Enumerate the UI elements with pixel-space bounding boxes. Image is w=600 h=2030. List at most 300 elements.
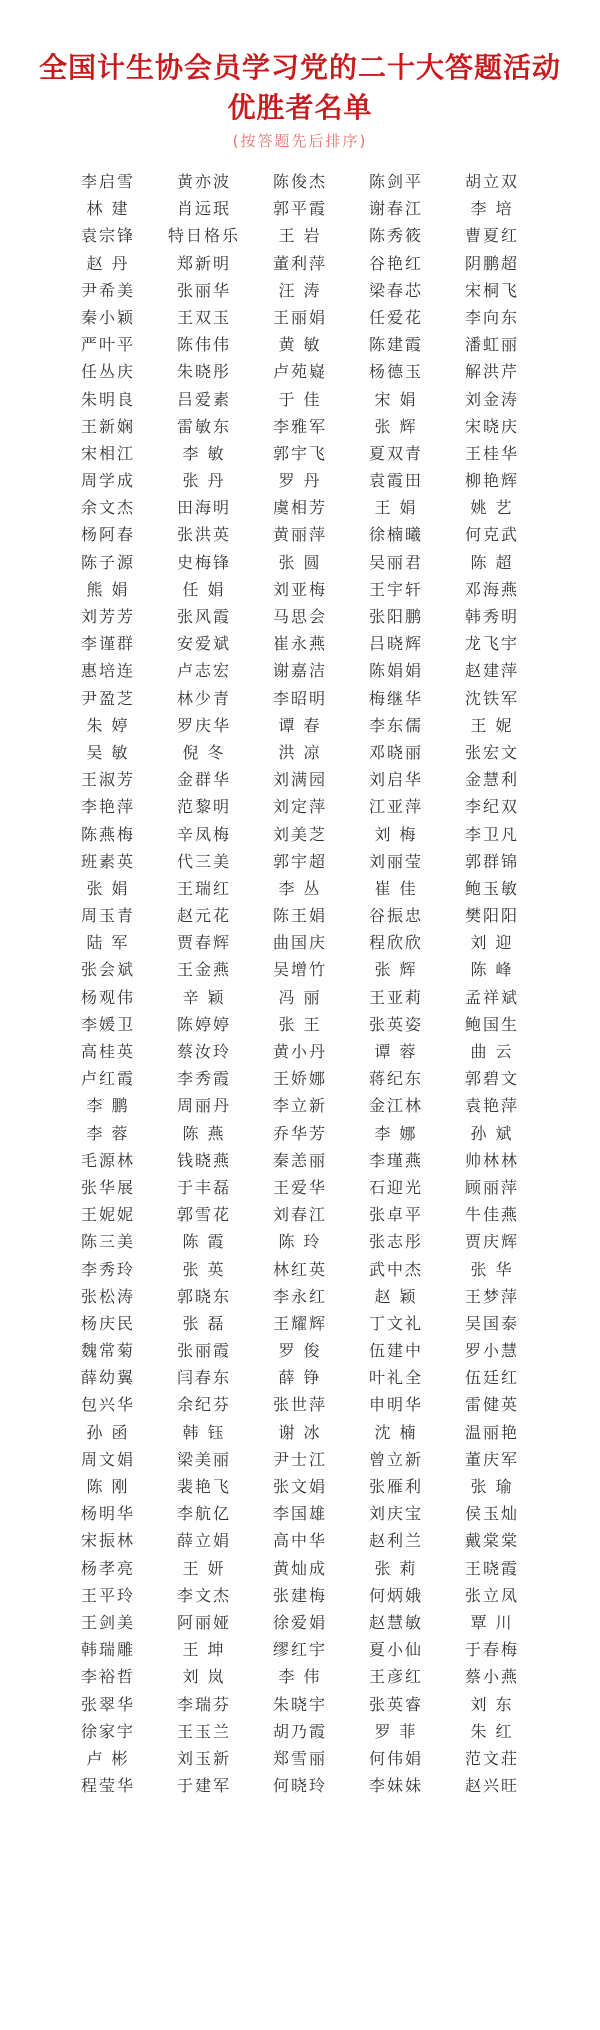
winner-name: 帅林林 bbox=[464, 1150, 519, 1170]
winner-name: 薛幼翼 bbox=[80, 1368, 135, 1388]
winner-name: 李瑾燕 bbox=[368, 1150, 423, 1170]
winner-name: 龙飞宇 bbox=[464, 634, 519, 654]
winner-name: 李向东 bbox=[464, 307, 519, 327]
winner-name: 李瑞芬 bbox=[176, 1694, 231, 1714]
winner-name: 何炳娥 bbox=[368, 1585, 423, 1605]
winner-name: 陈 刚 bbox=[86, 1477, 130, 1496]
winner-name: 杨孝亮 bbox=[80, 1558, 135, 1578]
winner-name: 陈燕梅 bbox=[80, 824, 135, 844]
winner-name: 李启雪 bbox=[80, 172, 135, 191]
winner-name: 牛佳燕 bbox=[464, 1205, 519, 1225]
winner-name: 王爱华 bbox=[272, 1177, 327, 1197]
winner-name: 杨观伟 bbox=[80, 987, 135, 1007]
winner-name: 王 岩 bbox=[278, 226, 322, 246]
winner-name: 董利萍 bbox=[272, 253, 327, 273]
winner-name: 李秀玲 bbox=[80, 1259, 135, 1279]
winner-name: 张风霞 bbox=[176, 607, 231, 626]
winner-name: 袁宗锋 bbox=[80, 226, 135, 246]
winner-name: 卢红霞 bbox=[80, 1069, 135, 1089]
winner-name: 肖远珉 bbox=[176, 199, 231, 219]
winner-name: 刘美芝 bbox=[272, 824, 327, 844]
winner-name: 李雅军 bbox=[272, 416, 327, 436]
winner-name: 史梅锋 bbox=[176, 552, 231, 572]
winner-name: 柳艳辉 bbox=[464, 471, 519, 491]
winner-name: 虞相芳 bbox=[272, 498, 327, 518]
winner-name: 阿丽娅 bbox=[176, 1612, 231, 1632]
winner-name: 高中华 bbox=[272, 1531, 327, 1551]
winner-name: 安爱斌 bbox=[176, 634, 231, 654]
winner-name: 沈 楠 bbox=[374, 1422, 418, 1442]
winner-name: 张英睿 bbox=[368, 1694, 423, 1714]
winner-name: 宋相江 bbox=[80, 443, 135, 463]
winner-name: 卢志宏 bbox=[176, 661, 231, 681]
winner-name: 王 妍 bbox=[182, 1558, 226, 1578]
winner-name: 王梦萍 bbox=[464, 1286, 519, 1306]
winner-name: 陈俊杰 bbox=[272, 172, 327, 191]
winner-name: 谷振忠 bbox=[368, 906, 423, 926]
winner-name: 乔华芳 bbox=[272, 1123, 327, 1143]
winner-name: 申明华 bbox=[368, 1395, 423, 1415]
winner-name: 孟祥斌 bbox=[464, 987, 519, 1007]
winner-name: 李文杰 bbox=[176, 1585, 231, 1605]
winner-name: 梅继华 bbox=[368, 688, 423, 708]
winner-name: 刘金涛 bbox=[464, 389, 519, 409]
winner-name: 李永红 bbox=[272, 1286, 327, 1306]
winner-name: 周丽丹 bbox=[176, 1096, 231, 1116]
winner-name: 张立凤 bbox=[464, 1585, 519, 1605]
winner-name: 于建军 bbox=[176, 1776, 231, 1796]
winner-name: 李秀霞 bbox=[176, 1069, 231, 1089]
winner-name: 郑雪丽 bbox=[272, 1748, 327, 1768]
winner-name: 王玉兰 bbox=[176, 1721, 231, 1741]
winner-name: 于丰磊 bbox=[176, 1177, 231, 1197]
winner-name: 陈子源 bbox=[80, 552, 135, 572]
winner-name: 李纪双 bbox=[464, 797, 519, 817]
winner-name: 钱晓燕 bbox=[176, 1150, 231, 1170]
winner-name: 薛立娟 bbox=[176, 1531, 231, 1551]
winner-name: 张雁利 bbox=[368, 1477, 423, 1496]
winner-name: 张志彤 bbox=[368, 1232, 423, 1252]
winner-name: 刘玉新 bbox=[176, 1748, 231, 1768]
winner-name: 王平玲 bbox=[80, 1585, 135, 1605]
winner-name: 张 莉 bbox=[374, 1558, 418, 1578]
winner-name: 卢苑嶷 bbox=[272, 362, 327, 382]
winner-name: 罗庆华 bbox=[176, 715, 231, 735]
winner-name: 熊 娟 bbox=[86, 579, 130, 599]
winner-name: 郭晓东 bbox=[176, 1286, 231, 1306]
winner-name: 宋晓庆 bbox=[464, 416, 519, 436]
winner-name: 李国雄 bbox=[272, 1504, 327, 1524]
winner-name: 张 丹 bbox=[182, 471, 226, 491]
winner-name: 张建梅 bbox=[272, 1585, 327, 1605]
winner-name: 刘 岚 bbox=[182, 1667, 226, 1687]
winner-name: 周玉青 bbox=[80, 906, 135, 926]
title-line-1: 全国计生协会员学习党的二十大答题活动 bbox=[38, 51, 561, 84]
winner-name: 谭 春 bbox=[278, 715, 322, 735]
winner-name: 孙 函 bbox=[86, 1422, 130, 1442]
winner-name: 洪 凉 bbox=[278, 742, 322, 762]
winner-name: 谢 冰 bbox=[278, 1422, 322, 1442]
winner-name: 刘 东 bbox=[470, 1694, 514, 1714]
winner-name: 赵慧敏 bbox=[368, 1612, 423, 1632]
winner-name: 杨庆民 bbox=[80, 1313, 135, 1333]
winner-name: 陈剑平 bbox=[368, 172, 423, 191]
winner-name: 罗 丹 bbox=[278, 471, 322, 491]
winner-name: 郭宇超 bbox=[272, 851, 327, 871]
winner-name: 张 磊 bbox=[182, 1313, 226, 1333]
winner-name: 徐家宇 bbox=[80, 1721, 135, 1741]
winner-name: 杨明华 bbox=[80, 1504, 135, 1524]
winner-name: 于春梅 bbox=[464, 1640, 519, 1660]
winner-name: 张华展 bbox=[80, 1177, 135, 1197]
winner-name: 曲 云 bbox=[470, 1042, 514, 1061]
winner-name: 张会斌 bbox=[80, 960, 135, 980]
winner-name: 陈 燕 bbox=[182, 1123, 226, 1143]
winner-name: 程莹华 bbox=[80, 1776, 135, 1796]
winner-name: 张洪英 bbox=[176, 525, 231, 545]
winner-name: 辛凤梅 bbox=[176, 824, 231, 844]
winner-name: 闫春东 bbox=[176, 1368, 231, 1388]
winner-name: 陈婷婷 bbox=[176, 1014, 231, 1034]
winner-name: 刘春江 bbox=[272, 1205, 327, 1225]
winner-name: 张 华 bbox=[470, 1259, 514, 1279]
page-subtitle: (按答题先后排序) bbox=[232, 132, 368, 150]
winner-name: 叶礼全 bbox=[368, 1368, 423, 1388]
winner-name: 李 培 bbox=[470, 199, 514, 219]
winner-name: 赵建萍 bbox=[464, 661, 519, 681]
winner-name: 雷敏东 bbox=[176, 416, 231, 436]
winner-name: 陆 军 bbox=[86, 933, 130, 953]
winner-name: 范黎明 bbox=[176, 797, 231, 817]
winner-name: 韩 钰 bbox=[182, 1422, 226, 1442]
winner-name: 高桂英 bbox=[80, 1042, 135, 1061]
winner-name: 张丽霞 bbox=[176, 1341, 231, 1361]
winner-name: 郭碧文 bbox=[464, 1069, 519, 1089]
winner-name: 毛源林 bbox=[80, 1150, 135, 1170]
winner-name: 李 娜 bbox=[374, 1123, 418, 1143]
winner-name: 任丛庆 bbox=[80, 362, 135, 382]
winner-name: 田海明 bbox=[176, 498, 231, 518]
winner-name: 刘定萍 bbox=[272, 797, 327, 817]
winner-name: 黄亦波 bbox=[176, 172, 231, 191]
winner-name: 王耀辉 bbox=[272, 1313, 327, 1333]
winner-name: 崔永燕 bbox=[272, 634, 327, 654]
winner-name: 张英姿 bbox=[368, 1014, 423, 1034]
winner-name: 鲍国生 bbox=[464, 1014, 519, 1034]
winner-name: 韩瑞雕 bbox=[80, 1640, 135, 1660]
winner-name: 王晓霞 bbox=[464, 1558, 519, 1578]
winner-name: 谭 蓉 bbox=[374, 1042, 418, 1061]
winner-name: 袁霞田 bbox=[368, 471, 423, 491]
winner-name: 宋 娟 bbox=[374, 389, 418, 409]
winner-name: 杨德玉 bbox=[368, 362, 423, 382]
winner-name: 任 娟 bbox=[182, 579, 226, 599]
winner-name: 王 坤 bbox=[182, 1640, 226, 1660]
winner-name: 罗 菲 bbox=[374, 1721, 418, 1741]
winner-name: 谢春江 bbox=[368, 199, 423, 219]
winner-name: 赵 丹 bbox=[86, 253, 130, 273]
winner-name: 贾春辉 bbox=[176, 933, 231, 953]
winner-name: 李妹妹 bbox=[368, 1776, 423, 1796]
winner-name: 赵利兰 bbox=[368, 1531, 423, 1551]
winner-name: 张 辉 bbox=[374, 960, 418, 980]
winner-name: 尹希美 bbox=[80, 280, 135, 300]
winner-name: 樊阳阳 bbox=[464, 906, 519, 926]
winner-name: 黄 敏 bbox=[278, 335, 322, 355]
winner-name: 陈伟伟 bbox=[176, 335, 231, 355]
winner-name: 徐爱娟 bbox=[272, 1612, 327, 1632]
winner-name: 江亚萍 bbox=[368, 797, 423, 817]
winner-name: 张卓平 bbox=[368, 1205, 423, 1225]
winner-name: 顾丽萍 bbox=[464, 1177, 519, 1197]
winner-name: 沈铁军 bbox=[464, 688, 519, 708]
winner-name: 范文荘 bbox=[464, 1748, 519, 1768]
winner-name: 张 英 bbox=[182, 1259, 226, 1279]
winner-name: 蔡汝玲 bbox=[176, 1042, 231, 1061]
winner-name: 汪 涛 bbox=[278, 280, 322, 300]
winner-name: 郑新明 bbox=[176, 253, 231, 273]
winner-name: 王彦红 bbox=[368, 1667, 423, 1687]
winner-name: 王 妮 bbox=[470, 715, 514, 735]
winner-name: 刘启华 bbox=[368, 770, 423, 790]
winner-name: 王金燕 bbox=[176, 960, 231, 980]
winner-name: 张 王 bbox=[278, 1014, 322, 1034]
winner-name: 宋桐飞 bbox=[464, 280, 519, 300]
winner-name: 孙 斌 bbox=[470, 1123, 514, 1143]
winner-name: 何伟娟 bbox=[368, 1748, 423, 1768]
winner-name: 林红英 bbox=[272, 1259, 327, 1279]
winner-name: 邓晓丽 bbox=[368, 742, 423, 762]
winner-name: 韩秀明 bbox=[464, 607, 519, 626]
winner-name: 王剑美 bbox=[80, 1612, 135, 1632]
winner-name: 王丽娟 bbox=[272, 307, 327, 327]
winner-name: 马思会 bbox=[272, 607, 327, 626]
winner-name: 朱 婷 bbox=[86, 715, 130, 735]
winner-name: 梁美丽 bbox=[176, 1449, 231, 1469]
winner-name: 刘丽莹 bbox=[368, 851, 423, 871]
winner-name: 冯 丽 bbox=[278, 987, 322, 1007]
winner-name: 赵 颖 bbox=[374, 1286, 418, 1306]
winner-name: 罗 俊 bbox=[278, 1341, 322, 1361]
winner-name: 陈 峰 bbox=[470, 960, 514, 980]
winner-name: 魏常菊 bbox=[80, 1341, 135, 1361]
title-line-2: 优胜者名单 bbox=[227, 91, 373, 124]
winner-name: 李 敏 bbox=[182, 443, 226, 463]
page-title bbox=[0, 48, 600, 128]
winner-name: 辛 颖 bbox=[182, 987, 226, 1007]
winner-name: 陈 超 bbox=[470, 552, 514, 572]
winner-name: 石迎光 bbox=[368, 1177, 423, 1197]
winner-name: 朱晓彤 bbox=[176, 362, 231, 382]
winner-name: 曹夏红 bbox=[464, 226, 519, 246]
winner-name: 吴 敏 bbox=[86, 742, 130, 762]
winner-name: 刘 迎 bbox=[470, 933, 514, 953]
winner-name: 包兴华 bbox=[80, 1395, 135, 1415]
winner-name: 朱晓宇 bbox=[272, 1694, 327, 1714]
winner-name: 刘庆宝 bbox=[368, 1504, 423, 1524]
winner-name: 惠培连 bbox=[80, 661, 135, 681]
winner-name: 王娇娜 bbox=[272, 1069, 327, 1089]
winner-name: 李 丛 bbox=[278, 878, 322, 898]
winner-name: 李 伟 bbox=[278, 1667, 322, 1687]
winner-name: 姚 艺 bbox=[470, 498, 514, 518]
winner-name: 黄灿成 bbox=[272, 1558, 327, 1578]
winner-name: 黄丽萍 bbox=[272, 525, 327, 545]
winner-name: 武中杰 bbox=[368, 1259, 423, 1279]
winner-name: 罗小慧 bbox=[464, 1341, 519, 1361]
winner-name: 李立新 bbox=[272, 1096, 327, 1116]
winner-name: 刘芳芳 bbox=[80, 607, 135, 626]
winner-name: 解洪芹 bbox=[464, 362, 519, 382]
winner-name: 周学成 bbox=[80, 471, 135, 491]
winner-name: 薛 铮 bbox=[278, 1368, 322, 1388]
winner-name: 伍建中 bbox=[368, 1341, 423, 1361]
winner-name: 余文杰 bbox=[80, 498, 135, 518]
winner-name: 蒋纪东 bbox=[368, 1069, 423, 1089]
winner-name: 鲍玉敏 bbox=[464, 878, 519, 898]
winner-name: 李 鹏 bbox=[86, 1096, 130, 1116]
winner-name: 夏双青 bbox=[368, 443, 423, 463]
winner-name: 雷健英 bbox=[464, 1395, 519, 1415]
winner-name: 倪 冬 bbox=[182, 742, 226, 762]
winner-name: 李艳萍 bbox=[80, 797, 135, 817]
winner-name: 李裕哲 bbox=[80, 1667, 135, 1687]
winner-name: 刘亚梅 bbox=[272, 579, 327, 599]
winner-name: 杨阿春 bbox=[80, 525, 135, 545]
winner-name: 吕爱素 bbox=[176, 389, 231, 409]
winner-name: 伍廷红 bbox=[464, 1368, 519, 1388]
winner-name: 陈娟娟 bbox=[368, 661, 423, 681]
winner-name: 缪红宇 bbox=[272, 1640, 327, 1660]
winner-name: 陈三美 bbox=[80, 1232, 135, 1252]
winner-name: 郭群锦 bbox=[464, 851, 519, 871]
winner-name: 张丽华 bbox=[176, 280, 231, 300]
winner-name: 王亚莉 bbox=[368, 987, 423, 1007]
winner-name: 张文娟 bbox=[272, 1477, 327, 1496]
winner-name: 谷艳红 bbox=[368, 253, 423, 273]
winner-name: 于 佳 bbox=[278, 389, 322, 409]
winner-name: 李媛卫 bbox=[80, 1014, 135, 1034]
winner-name: 朱明良 bbox=[80, 389, 135, 409]
winner-name: 曲国庆 bbox=[272, 933, 327, 953]
winner-name: 王桂华 bbox=[464, 443, 519, 463]
winner-name: 张 瑜 bbox=[470, 1477, 514, 1496]
winner-name: 张 圆 bbox=[278, 552, 322, 572]
winner-name: 张宏文 bbox=[464, 742, 519, 762]
winner-name: 陈 霞 bbox=[182, 1232, 226, 1252]
winner-name: 余纪芬 bbox=[176, 1395, 231, 1415]
winner-name: 黄小丹 bbox=[272, 1042, 327, 1061]
winner-name: 李 蓉 bbox=[86, 1123, 130, 1143]
winner-name: 尹盈芝 bbox=[80, 688, 135, 708]
winner-name: 董庆军 bbox=[464, 1449, 519, 1469]
winner-name: 陈 玲 bbox=[278, 1232, 322, 1252]
winner-name: 何晓玲 bbox=[272, 1776, 327, 1796]
winner-name: 丁文礼 bbox=[368, 1313, 423, 1333]
winner-name: 秦恙丽 bbox=[272, 1150, 327, 1170]
winner-name: 金群华 bbox=[176, 770, 231, 790]
winner-name: 张 娟 bbox=[86, 878, 130, 898]
winner-name: 王宇轩 bbox=[368, 579, 423, 599]
winner-name: 卢 彬 bbox=[86, 1748, 130, 1768]
winner-name: 陈建霞 bbox=[368, 335, 423, 355]
winner-name: 王淑芳 bbox=[80, 770, 135, 790]
winner-name: 刘 梅 bbox=[374, 824, 418, 844]
winner-name: 刘满园 bbox=[272, 770, 327, 790]
winner-name: 王瑞红 bbox=[176, 878, 231, 898]
winner-name: 吴丽君 bbox=[368, 552, 423, 572]
winner-name: 戴棠棠 bbox=[464, 1531, 519, 1551]
winner-name: 阴鹏超 bbox=[464, 253, 519, 273]
winner-name: 温丽艳 bbox=[464, 1422, 519, 1442]
winner-name: 张松涛 bbox=[80, 1286, 135, 1306]
winner-name: 王 娟 bbox=[374, 498, 418, 518]
winner-name: 徐楠曦 bbox=[368, 525, 423, 545]
winner-name: 侯玉灿 bbox=[464, 1504, 519, 1524]
winner-name: 吴增竹 bbox=[272, 960, 327, 980]
winner-name: 张 辉 bbox=[374, 416, 418, 436]
winner-name: 林少青 bbox=[176, 688, 231, 708]
winner-name: 张世萍 bbox=[272, 1395, 327, 1415]
winner-name: 曾立新 bbox=[368, 1449, 423, 1469]
winner-name: 王妮妮 bbox=[80, 1205, 135, 1225]
winner-name: 尹士江 bbox=[272, 1449, 327, 1469]
winner-name: 王双玉 bbox=[176, 307, 231, 327]
winner-name: 程欣欣 bbox=[368, 933, 423, 953]
winner-name: 宋振林 bbox=[80, 1531, 135, 1551]
winner-name: 张翠华 bbox=[80, 1694, 135, 1714]
winner-name: 朱 红 bbox=[470, 1721, 514, 1741]
winner-name: 李昭明 bbox=[272, 688, 327, 708]
winner-name: 吕晓辉 bbox=[368, 634, 423, 654]
winner-name: 金慧利 bbox=[464, 770, 519, 790]
winner-name: 夏小仙 bbox=[368, 1640, 423, 1660]
winner-name: 秦小颖 bbox=[80, 307, 135, 327]
winner-name: 陈王娟 bbox=[272, 906, 327, 926]
winner-name: 贾庆辉 bbox=[464, 1232, 519, 1252]
winner-name: 梁春芯 bbox=[368, 280, 423, 300]
winner-name: 李航亿 bbox=[176, 1504, 231, 1524]
winner-name: 覃 川 bbox=[470, 1612, 514, 1632]
winner-name: 张阳鹏 bbox=[368, 607, 423, 626]
winner-name: 胡立双 bbox=[464, 172, 519, 191]
winner-name: 李谨群 bbox=[80, 634, 135, 654]
winner-name: 金江林 bbox=[368, 1096, 423, 1116]
winner-name: 郭平霞 bbox=[272, 199, 327, 219]
winner-name: 严叶平 bbox=[80, 335, 135, 355]
winner-name: 胡乃霞 bbox=[272, 1721, 327, 1741]
winner-name: 裴艳飞 bbox=[176, 1477, 231, 1496]
winner-name: 潘虹丽 bbox=[464, 335, 519, 355]
winner-name: 吴国泰 bbox=[464, 1313, 519, 1333]
winner-name: 李卫凡 bbox=[464, 824, 519, 844]
winner-name: 班素英 bbox=[80, 851, 135, 871]
winner-name: 特日格乐 bbox=[167, 226, 240, 246]
winner-name: 林 建 bbox=[86, 199, 130, 219]
winner-name: 何克武 bbox=[464, 525, 519, 545]
winner-name: 陈秀筱 bbox=[368, 226, 423, 246]
winner-name: 赵兴旺 bbox=[464, 1776, 519, 1796]
winner-name: 崔 佳 bbox=[374, 878, 418, 898]
winner-name: 郭雪花 bbox=[176, 1205, 231, 1225]
winner-name: 代三美 bbox=[176, 851, 231, 871]
winner-name: 李东儒 bbox=[368, 715, 423, 735]
winner-name: 谢嘉洁 bbox=[272, 661, 327, 681]
winner-name: 任爱花 bbox=[368, 307, 423, 327]
winner-name: 袁艳萍 bbox=[464, 1096, 519, 1116]
winner-name: 郭宇飞 bbox=[272, 443, 327, 463]
names-grid bbox=[60, 168, 540, 1799]
